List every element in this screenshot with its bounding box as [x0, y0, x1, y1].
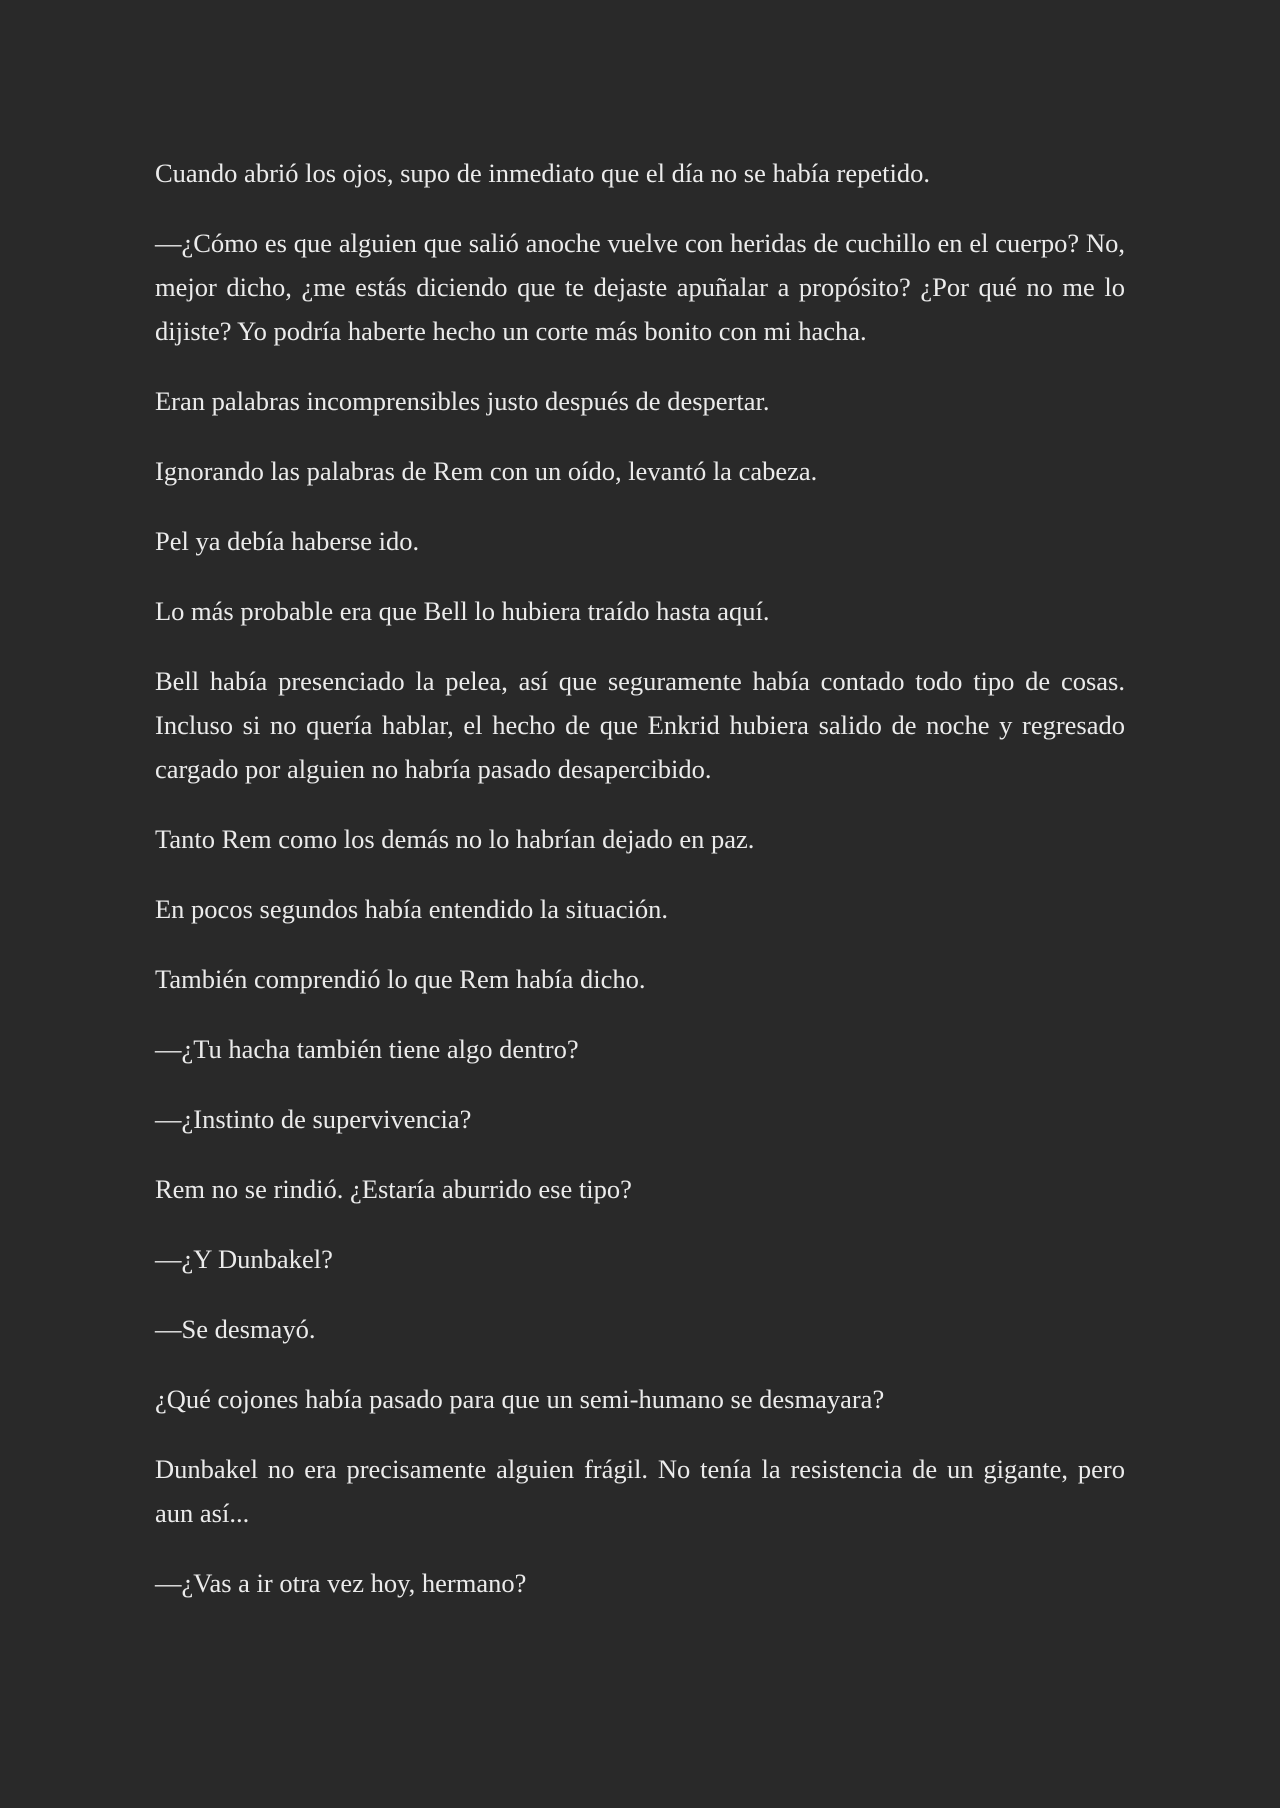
paragraph: —Se desmayó.: [155, 1314, 316, 1344]
paragraph: Rem no se rindió. ¿Estaría aburrido ese tipo?: [155, 1174, 632, 1204]
chapter-text: [155, 151, 1125, 1605]
paragraph: —¿Vas a ir otra vez hoy, hermano?: [155, 1568, 527, 1598]
paragraph: Pel ya debía haberse ido.: [155, 526, 420, 556]
paragraph: Eran palabras incomprensibles justo después de despertar.: [155, 386, 770, 416]
paragraph: También comprendió lo que Rem había dicho.: [155, 964, 646, 994]
paragraph: ¿Qué cojones había pasado para que un semi-humano se desmayara?: [155, 1384, 885, 1414]
paragraph: —¿Tu hacha también tiene algo dentro?: [155, 1034, 579, 1064]
paragraph: Dunbakel no era precisamente alguien frágil. No tenía la resistencia de un gigante, pero aun así...: [155, 1454, 1125, 1528]
paragraph: Lo más probable era que Bell lo hubiera traído hasta aquí.: [155, 596, 770, 626]
paragraph: —¿Cómo es que alguien que salió anoche vuelve con heridas de cuchillo en el cuerpo? No, mejor dicho, ¿me estás diciendo que te dejaste apuñalar a propósito? ¿Por qué no me lo dijiste? Yo podría haberte hecho un corte más bonito con mi hacha.: [155, 228, 1125, 346]
paragraph: En pocos segundos había entendido la situación.: [155, 894, 668, 924]
paragraph: Ignorando las palabras de Rem con un oído, levantó la cabeza.: [155, 456, 818, 486]
paragraph: Bell había presenciado la pelea, así que seguramente había contado todo tipo de cosas. Incluso si no quería hablar, el hecho de que Enkrid hubiera salido de noche y regresado cargado por alguien no habría pasado desapercibido.: [155, 666, 1125, 784]
paragraph: Tanto Rem como los demás no lo habrían dejado en paz.: [155, 824, 755, 854]
paragraph: —¿Y Dunbakel?: [155, 1244, 333, 1274]
paragraph: Cuando abrió los ojos, supo de inmediato que el día no se había repetido.: [155, 158, 930, 188]
paragraph: —¿Instinto de supervivencia?: [155, 1104, 472, 1134]
